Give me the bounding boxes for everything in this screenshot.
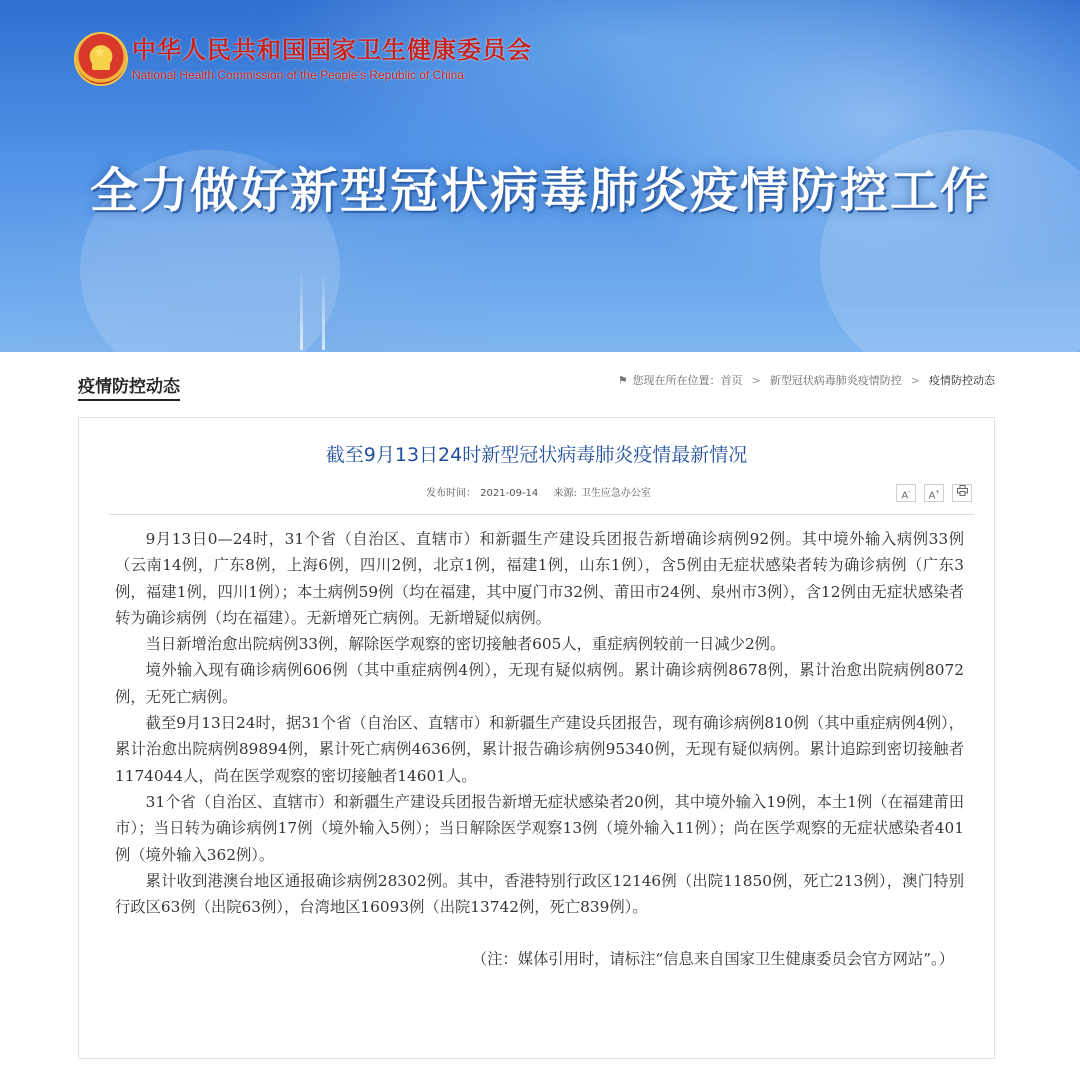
font-increase-button[interactable]: A+ xyxy=(924,484,944,502)
publish-label: 发布时间： xyxy=(426,488,477,499)
org-name-en: National Health Commission of the People’s Republic of China xyxy=(132,68,464,82)
article-paragraph: 截至9月13日24时，据31个省（自治区、直辖市）和新疆生产建设兵团报告，现有确诊病例810例（其中重症病例4例），累计治愈出院病例89894例，累计死亡病例4636例，累计报告确诊病例95340例，无现有疑似病例。累计追踪到密切接触者1174044人，尚在医学观察的密切接触者14601人。 xyxy=(115,714,964,785)
article-paragraph: 9月13日0—24时，31个省（自治区、直辖市）和新疆生产建设兵团报告新增确诊病例92例。其中境外输入病例33例（云南14例，广东8例，上海6例，四川2例，北京1例，福建1例，山东1例），含5例由无症状感染者转为确诊病例（广东3例，福建1例，四川1例）；本土病例59例（均在福建，其中厦门市32例、莆田市24例、泉州市3例），含12例由无症状感染者转为确诊病例（均在福建）。无新增死亡病例。无新增疑似病例。 xyxy=(115,530,964,627)
article-title: 截至9月13日24时新型冠状病毒肺炎疫情最新情况 xyxy=(325,444,748,466)
section-title[interactable]: 疫情防控动态 xyxy=(78,372,180,401)
printer-icon xyxy=(957,485,968,496)
article-tools xyxy=(888,484,972,502)
title-divider xyxy=(109,514,974,515)
media-citation-note: （注：媒体引用时，请标注“信息来自国家卫生健康委员会官方网站”。） xyxy=(471,950,954,969)
location-pin-icon: ⚑ xyxy=(617,373,628,387)
breadcrumb xyxy=(618,372,995,388)
article-body xyxy=(115,526,964,973)
section-header xyxy=(78,368,995,400)
breadcrumb-current[interactable]: 疫情防控动态 xyxy=(929,374,995,387)
breadcrumb-separator: > xyxy=(751,373,761,387)
article-paragraph: 当日新增治愈出院病例33例，解除医学观察的密切接触者605人，重症病例较前一日减少2例。 xyxy=(145,635,786,654)
banner-slogan: 全力做好新型冠状病毒肺炎疫情防控工作 xyxy=(89,163,990,219)
banner-light-streak xyxy=(322,270,325,350)
header-banner xyxy=(0,0,1080,352)
site-logo[interactable] xyxy=(76,34,532,84)
article-paragraph: 境外输入现有确诊病例606例（其中重症病例4例），无现有疑似病例。累计确诊病例8678例，累计治愈出院病例8072例，无死亡病例。 xyxy=(115,661,964,706)
article-paragraph: 31个省（自治区、直辖市）和新疆生产建设兵团报告新增无症状感染者20例，其中境外输入19例，本土1例（在福建莆田市）；当日转为确诊病例17例（境外输入5例）；当日解除医学观察13例（境外输入11例）；尚在医学观察的无症状感染者401例（境外输入362例）。 xyxy=(115,792,964,864)
font-decrease-button[interactable]: A- xyxy=(896,484,916,502)
breadcrumb-prefix: 您现在所在位置： xyxy=(632,374,721,387)
national-emblem-icon: ★ xyxy=(76,34,126,84)
source-name: 卫生应急办公室 xyxy=(580,488,651,499)
article-meta xyxy=(79,484,994,499)
article-paragraph: 累计收到港澳台地区通报确诊病例28302例。其中，香港特别行政区12146例（出院11850例，死亡213例），澳门特别行政区63例（出院63例），台湾地区16093例（出院13742例，死亡839例）。 xyxy=(115,871,964,917)
publish-date: 2021-09-14 xyxy=(480,488,539,499)
breadcrumb-separator: > xyxy=(910,373,920,387)
breadcrumb-link-epidemic[interactable]: 新型冠状病毒肺炎疫情防控 xyxy=(769,374,902,387)
banner-light-streak xyxy=(300,270,303,350)
source-label: 来源: xyxy=(553,488,577,499)
print-button[interactable] xyxy=(952,484,972,502)
article-panel xyxy=(78,417,995,1059)
org-name-cn: 中华人民共和国国家卫生健康委员会 xyxy=(132,36,532,64)
breadcrumb-link-home[interactable]: 首页 xyxy=(720,374,743,387)
